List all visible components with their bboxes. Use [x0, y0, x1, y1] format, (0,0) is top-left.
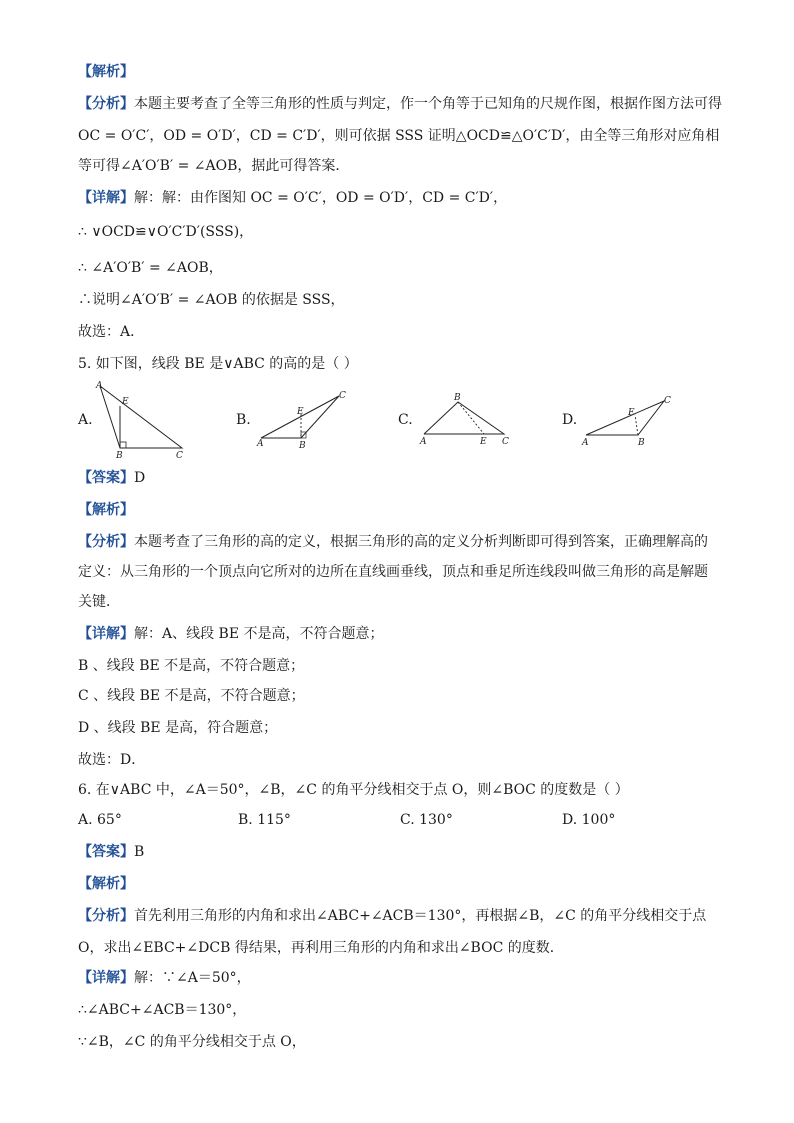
- detail-5-line-4: D 、线段 BE 是高，符合题意；: [78, 720, 278, 736]
- detail-5-line-3: C 、线段 BE 不是高，不符合题意；: [78, 688, 305, 704]
- fig-c-label-b: B: [454, 393, 461, 403]
- option-b-label: B.: [236, 412, 251, 428]
- fig-a-label-b: B: [116, 451, 123, 461]
- q6-option-b: B. 115°: [238, 812, 291, 828]
- fig-c-label-c: C: [502, 437, 509, 447]
- fig-b-label-a: A: [257, 439, 264, 449]
- analysis-5-line-3: 关键．: [78, 594, 120, 610]
- analysis-5-line-2: 定义：从三角形的一个顶点向它所对的边所在直线画垂线，顶点和垂足所连线段叫做三角形的高是解题: [78, 564, 708, 580]
- answer-6: 【答案】B: [78, 844, 145, 860]
- fig-a-label-e: E: [122, 397, 129, 407]
- figure-option-c: [418, 392, 518, 451]
- option-c-label: C.: [398, 412, 413, 428]
- fig-d-label-b: B: [638, 438, 645, 448]
- fig-d-label-c: C: [664, 396, 671, 406]
- analysis-6-line-2: O，求出∠EBC+∠DCB 得结果，再利用三角形的内角和求出∠BOC 的度数．: [78, 940, 564, 956]
- analysis-5-line-1: 【分析】本题考查了三角形的高的定义，根据三角形的高的定义分析判断即可得到答案，正确理解高的: [78, 534, 708, 550]
- fig-c-label-e: E: [480, 437, 487, 447]
- analysis-5-heading: 【解析】: [78, 502, 134, 518]
- question-6: 6. 在∨ABC 中，∠A＝50°，∠B，∠C 的角平分线相交于点 O，则∠BOC 的度数是（ ）: [78, 782, 629, 798]
- fig-a-label-a: A: [96, 381, 103, 391]
- analysis-6-heading: 【解析】: [78, 876, 134, 892]
- doc-line-4: 等可得∠A′O′B′ = ∠AOB，据此可得答案．: [78, 158, 350, 174]
- detail-5-line-2: B 、线段 BE 不是高，不符合题意；: [78, 658, 305, 674]
- analysis-6-line-1: 【分析】首先利用三角形的内角和求出∠ABC+∠ACB＝130°，再根据∠B，∠C 的角平分线相交于点: [78, 908, 707, 924]
- doc-line-8: ∴说明∠A′O′B′ = ∠AOB 的依据是 SSS，: [78, 292, 345, 308]
- q6-option-c: C. 130°: [400, 812, 453, 828]
- figure-option-d: [580, 393, 680, 452]
- doc-line-1: 【解析】: [78, 64, 134, 80]
- doc-line-7: ∴ ∠A′O′B′ = ∠AOB，: [78, 260, 223, 276]
- fig-b-label-b: B: [299, 441, 306, 451]
- question-5: 5. 如下图，线段 BE 是∨ABC 的高的是（ ）: [78, 356, 358, 372]
- fig-d-label-a: A: [582, 438, 589, 448]
- fig-b-label-c: C: [339, 391, 346, 401]
- option-d-label: D.: [562, 412, 578, 428]
- q6-option-a: A. 65°: [78, 812, 122, 828]
- fig-d-label-e: E: [628, 408, 635, 418]
- detail-5-line-5: 故选：D．: [78, 752, 146, 768]
- doc-line-5: 【详解】解：解：由作图知 OC = O′C′，OD = O′D′，CD = C′D′，: [78, 190, 508, 206]
- doc-line-9: 故选：A．: [78, 324, 145, 340]
- detail-6-line-2: ∴∠ABC+∠ACB＝130°，: [78, 1002, 247, 1018]
- option-a-label: A.: [78, 412, 93, 428]
- answer-5: 【答案】D: [78, 470, 146, 486]
- doc-line-2: 【分析】本题主要考查了全等三角形的性质与判定，作一个角等于已知角的尺规作图，根据作图方法可得: [78, 96, 722, 112]
- q6-option-d: D. 100°: [562, 812, 616, 828]
- detail-6-line-3: ∵∠B，∠C 的角平分线相交于点 O，: [78, 1034, 306, 1050]
- fig-c-label-a: A: [420, 437, 427, 447]
- detail-5-line-1: 【详解】解：A、线段 BE 不是高，不符合题意；: [78, 626, 384, 642]
- fig-b-label-e: E: [297, 407, 304, 417]
- figure-option-b: [255, 388, 355, 452]
- doc-line-3: OC = O′C′，OD = O′D′，CD = C′D′，则可依据 SSS 证明△OCD≌△O′C′D′，由全等三角形对应角相: [78, 128, 720, 144]
- figure-option-a: [90, 380, 200, 464]
- detail-6-line-1: 【详解】解：∵∠A＝50°，: [78, 970, 251, 986]
- fig-a-label-c: C: [176, 451, 183, 461]
- doc-line-6: ∴ ∨OCD≌∨O′C′D′(SSS)，: [78, 224, 254, 240]
